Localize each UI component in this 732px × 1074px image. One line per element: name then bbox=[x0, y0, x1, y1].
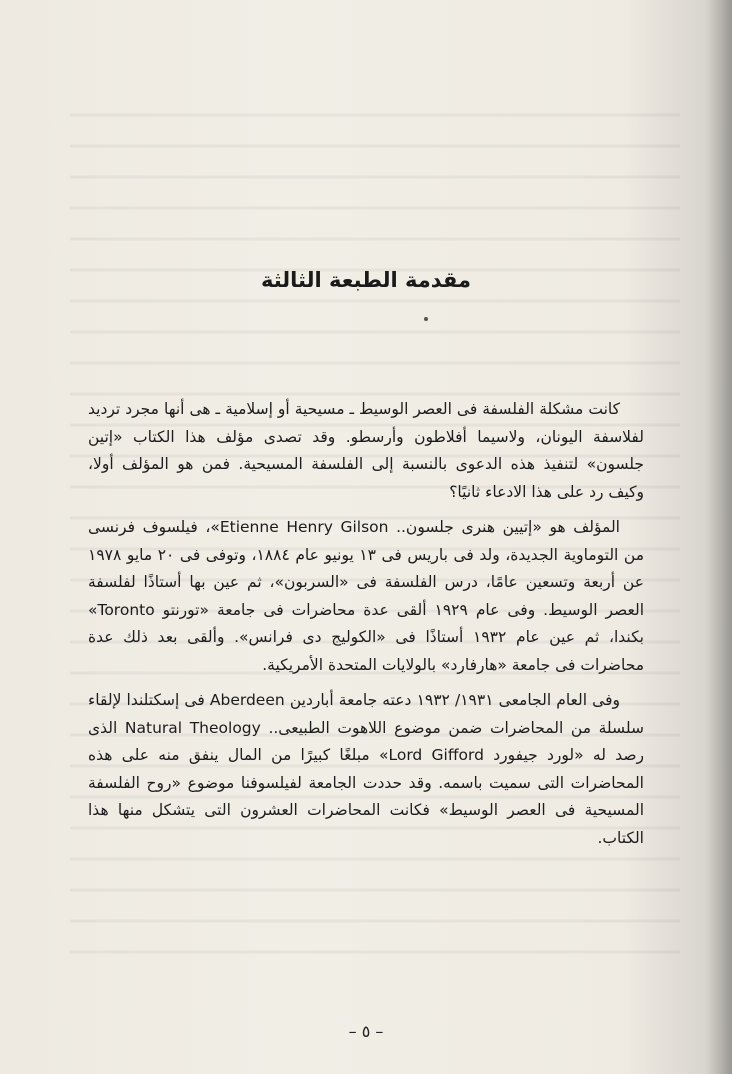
paragraph-intro: كانت مشكلة الفلسفة فى العصر الوسيط ـ مسيحية أو إسلامية ـ هى أنها مجرد ترديد لفلاسفة اليونان، ولاسيما أفلاطون وأرسطو. وقد تصدى مؤلف هذا الكتاب «إتين جلسون» لتنفيذ هذه الدعوى بالنسبة إلى الفلسفة المسيحية. فمن هو المؤلف أولا، وكيف رد على هذا الادعاء ثانيًا؟ bbox=[88, 400, 644, 501]
page-title: مقدمة الطبعة الثالثة bbox=[260, 268, 472, 292]
paragraph-lectures: وفى العام الجامعى ١٩٣١/ ١٩٣٢ دعته جامعة أباردين Aberdeen فى إسكتلندا لإلقاء سلسلة من المحاضرات ضمن موضوع اللاهوت الطبيعى.. Natural Theology الذى رصد له «لورد جيفورد Lord Gifford» مبلغًا كبيرًا من المال ينفق منه على هذه المحاضرات التى سميت باسمه. وقد حددت الجامعة لفيلسوفنا موضوع «روح الفلسفة المسيحية فى العصر الوسيط» فكانت المحاضرات العشرون التى يتشكل منها هذا الكتاب. bbox=[88, 691, 644, 847]
page-edge-shadow bbox=[708, 0, 732, 1074]
page-number: – ٥ – bbox=[348, 1022, 384, 1041]
body-text bbox=[88, 396, 644, 852]
title-ornament-dot bbox=[424, 317, 428, 321]
paragraph-author: المؤلف هو «إتيين هنرى جلسون.. Etienne Henry Gilson»، فيلسوف فرنسى من التوماوية الجديدة، ولد فى باريس فى ١٣ يونيو عام ١٨٨٤، وتوفى فى ٢٠ مايو ١٩٧٨ عن أربعة وتسعين عامًا، درس الفلسفة فى «السربون»، ثم عين بها أستاذًا لفلسفة العصر الوسيط. وفى عام ١٩٢٩ ألقى عدة محاضرات فى جامعة «تورنتو Toronto» بكندا، ثم عين عام ١٩٣٢ أستاذًا فى «الكوليج دى فرانس». وألقى بعد ذلك عدة محاضرات فى جامعة «هارفارد» بالولايات المتحدة الأمريكية. bbox=[88, 518, 645, 674]
